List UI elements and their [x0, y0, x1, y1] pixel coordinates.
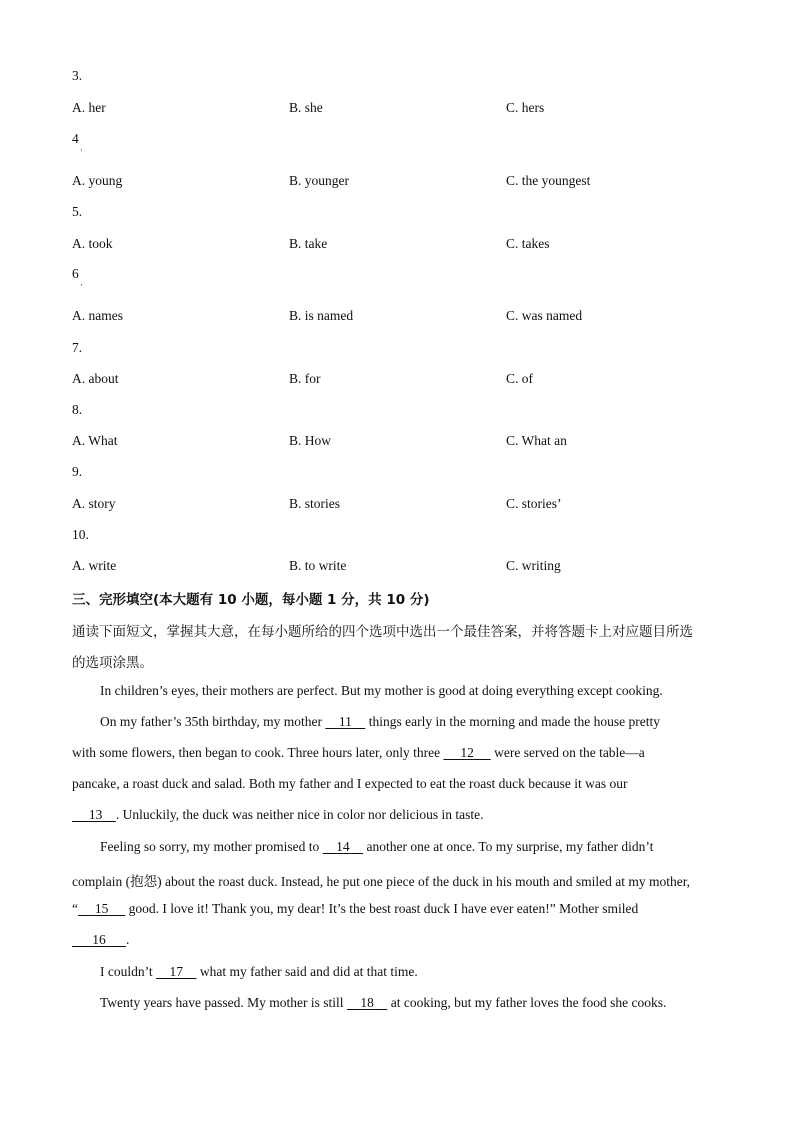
passage-line: 13 . Unluckily, the duck was neither nice in color nor delicious in taste.	[72, 807, 722, 823]
option-a: A. write	[72, 558, 117, 573]
option-c: C. takes	[506, 236, 550, 251]
blank-17: 17	[169, 964, 183, 979]
passage-line: In children’s eyes, their mothers are perfect. But my mother is good at doing everything except cooking.	[100, 683, 663, 698]
option-a: A. her	[72, 100, 106, 115]
option-c: C. writing	[506, 558, 561, 573]
option-b: B. she	[289, 100, 323, 115]
question-number: 4 ·	[72, 131, 83, 155]
passage-line: with some flowers, then began to cook. Three hours later, only three 12 were served on the table—a	[72, 745, 645, 760]
section-title: 三、完形填空(本大题有 10 小题，每小题 1 分，共 10 分)	[72, 592, 430, 608]
question-number: 5.	[72, 204, 83, 219]
option-c: C. stories’	[506, 496, 562, 511]
passage-line: I couldn’t 17 what my father said and did at that time.	[100, 964, 418, 979]
blank-18: 18	[360, 995, 374, 1010]
question-number: 9.	[72, 464, 83, 479]
option-b: B. to write	[289, 558, 347, 573]
passage-line: “ 15 good. I love it! Thank you, my dear! It’s the best roast duck I have ever eaten!” Mother smiled	[72, 901, 639, 916]
passage-line: Feeling so sorry, my mother promised to 14 another one at once. To my surprise, my father didn’t	[100, 839, 654, 854]
passage-line: Twenty years have passed. My mother is still 18 at cooking, but my father loves the food she cooks.	[100, 995, 667, 1010]
question-number: 6 ·	[72, 266, 83, 290]
passage-line: pancake, a roast duck and salad. Both my father and I expected to eat the roast duck because it was our	[72, 776, 628, 791]
blank-12: 12	[460, 745, 474, 760]
option-b: B. for	[289, 371, 321, 386]
option-b: B. How	[289, 433, 332, 448]
passage-line: On my father’s 35th birthday, my mother 11 things early in the morning and made the house pretty	[100, 714, 661, 729]
blank-11: 11	[338, 714, 352, 729]
passage-line: 16 .	[72, 932, 722, 948]
option-b: B. take	[289, 236, 328, 251]
passage-line: complain (抱怨) about the roast duck. Instead, he put one piece of the duck in his mouth and smiled at my mother,	[72, 874, 691, 889]
question-number: 3.	[72, 68, 83, 83]
option-a: A. took	[72, 236, 113, 251]
option-b: B. stories	[289, 496, 341, 511]
section-instruction: 的选项涂黑。	[72, 655, 153, 671]
blank-13: 13	[88, 807, 103, 822]
question-number: 10.	[72, 527, 89, 542]
option-a: A. young	[72, 173, 123, 188]
option-b: B. is named	[289, 308, 354, 323]
option-c: C. was named	[506, 308, 583, 323]
option-a: A. What	[72, 433, 118, 448]
blank-15: 15	[94, 901, 109, 916]
option-b: B. younger	[289, 173, 349, 188]
option-c: C. What an	[506, 433, 567, 448]
option-a: A. about	[72, 371, 119, 386]
question-number: 7.	[72, 340, 83, 355]
option-c: C. the youngest	[506, 173, 591, 188]
blank-16: 16	[92, 932, 106, 947]
option-a: A. story	[72, 496, 116, 511]
question-number: 8.	[72, 402, 83, 417]
option-a: A. names	[72, 308, 123, 323]
section-instruction: 通读下面短文，掌握其大意，在每小题所给的四个选项中选出一个最佳答案，并将答题卡上对应题目所选	[72, 624, 693, 640]
blank-14: 14	[336, 839, 350, 854]
option-c: C. of	[506, 371, 533, 386]
option-c: C. hers	[506, 100, 545, 115]
